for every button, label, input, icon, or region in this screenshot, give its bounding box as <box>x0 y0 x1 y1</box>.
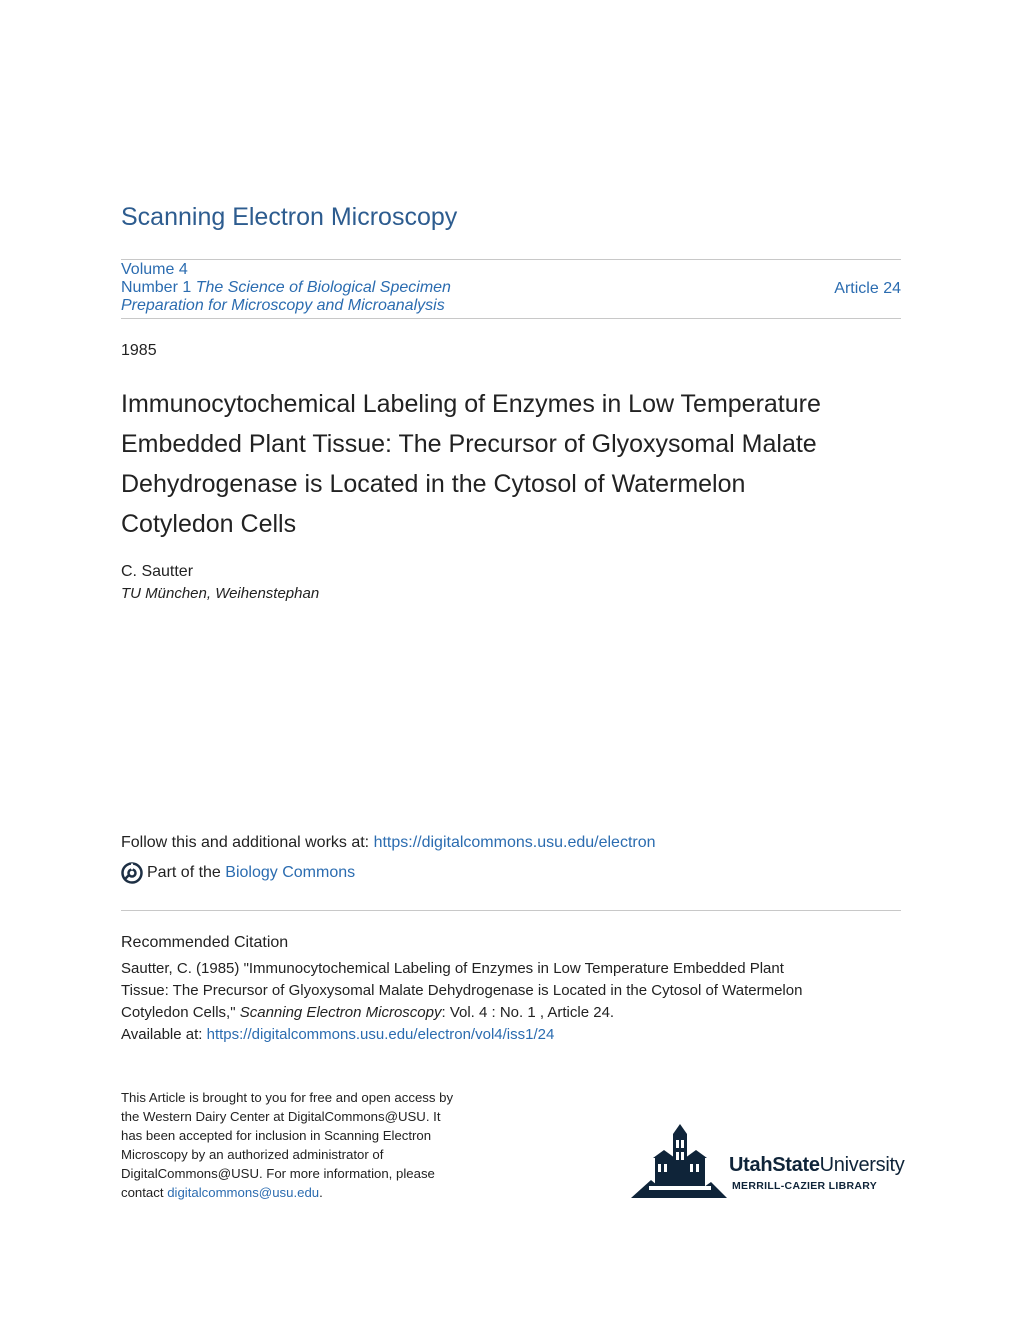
logo-wordmark-bold: UtahState <box>729 1154 820 1176</box>
citation-text <box>121 958 901 1046</box>
recommended-citation-heading: Recommended Citation <box>121 934 289 951</box>
article-title-line: Cotyledon Cells <box>121 510 297 538</box>
usu-library-logo[interactable] <box>629 1120 904 1205</box>
author-name: C. Sautter <box>121 563 194 580</box>
biology-commons-link[interactable]: Biology Commons <box>225 864 356 881</box>
contact-post: . <box>319 1185 323 1200</box>
follow-line <box>121 834 656 852</box>
open-access-icon <box>121 862 143 884</box>
issue-divider <box>121 318 901 319</box>
issue-title-link[interactable] <box>196 279 451 296</box>
citation-journal: Scanning Electron Microscopy <box>239 1004 442 1021</box>
citation-divider <box>121 910 901 911</box>
access-notice <box>121 1088 521 1202</box>
available-label: Available at: <box>121 1026 207 1043</box>
citation-line <box>121 1002 901 1024</box>
publication-year: 1985 <box>121 342 157 359</box>
volume-link[interactable]: Volume 4 <box>121 261 188 278</box>
issue-title-line2: Preparation for Microscopy and Microanalysis <box>121 297 445 314</box>
logo-subtitle: MERRILL-CAZIER LIBRARY <box>732 1180 878 1192</box>
notice-line: has been accepted for inclusion in Scanning Electron <box>121 1128 432 1143</box>
journal-title-link[interactable]: Scanning Electron Microscopy <box>121 203 458 231</box>
notice-line: Microscopy by an authorized administrator of <box>121 1147 384 1162</box>
cover-page <box>121 0 905 1320</box>
library-building-icon <box>629 1120 729 1205</box>
article-title-line: Embedded Plant Tissue: The Precursor of Glyoxysomal Malate <box>121 430 817 458</box>
citation-line: Tissue: The Precursor of Glyoxysomal Malate Dehydrogenase is Located in the Cytosol of Watermelon <box>121 982 803 999</box>
issue-title-link-2[interactable] <box>121 297 445 314</box>
logo-wordmark <box>729 1154 904 1177</box>
citation-line: Sautter, C. (1985) "Immunocytochemical Labeling of Enzymes in Low Temperature Embedded Plant <box>121 960 784 977</box>
part-of-line <box>121 862 355 884</box>
contact-pre: contact <box>121 1185 168 1200</box>
collection-link[interactable]: https://digitalcommons.usu.edu/electron <box>373 834 656 851</box>
notice-line: This Article is brought to you for free and open access by <box>121 1090 454 1105</box>
notice-line: the Western Dairy Center at DigitalCommons@USU. It <box>121 1109 441 1124</box>
notice-line: DigitalCommons@USU. For more information, please <box>121 1166 435 1181</box>
article-title-line: Dehydrogenase is Located in the Cytosol of Watermelon <box>121 470 746 498</box>
citation-line3-pre: Cotyledon Cells," <box>121 1004 240 1021</box>
article-number-link[interactable]: Article 24 <box>834 280 901 297</box>
logo-wordmark-regular: University <box>819 1154 905 1176</box>
issue-title-line1: The Science of Biological Specimen <box>195 279 451 296</box>
notice-line <box>121 1183 521 1202</box>
contact-email-link[interactable]: digitalcommons@usu.edu <box>167 1185 320 1200</box>
part-of-text: Part of the <box>147 864 221 881</box>
top-divider <box>121 259 901 260</box>
citation-line3-post: : Vol. 4 : No. 1 , Article 24. <box>441 1004 615 1021</box>
author-affiliation: TU München, Weihenstephan <box>121 585 320 602</box>
issue-info <box>121 261 901 315</box>
article-title-line: Immunocytochemical Labeling of Enzymes in Low Temperature <box>121 390 821 418</box>
number-link[interactable]: Number 1 <box>121 279 192 296</box>
article-url-link[interactable]: https://digitalcommons.usu.edu/electron/vol4/iss1/24 <box>206 1026 555 1043</box>
follow-text: Follow this and additional works at: <box>121 834 374 851</box>
citation-line <box>121 1024 901 1046</box>
article-title <box>121 384 901 544</box>
